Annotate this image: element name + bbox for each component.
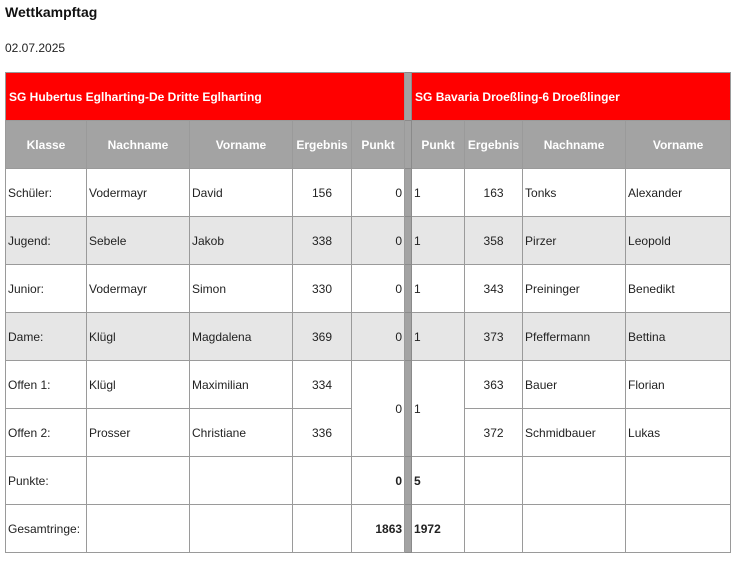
home-punkt-cell: 0: [352, 313, 405, 361]
gesamtringe-away-total: 1972: [412, 505, 465, 553]
away-ergebnis-cell: 372: [465, 409, 523, 457]
gesamtringe-row: [6, 505, 731, 553]
empty-cell: [293, 505, 352, 553]
home-nachname-cell: Prosser: [87, 409, 190, 457]
match-date: 02.07.2025: [5, 41, 66, 55]
punkte-home-total: 0: [352, 457, 405, 505]
home-ergebnis-cell: 369: [293, 313, 352, 361]
klasse-cell: Schüler:: [6, 169, 87, 217]
klasse-cell: Dame:: [6, 313, 87, 361]
away-nachname-cell: Preininger: [523, 265, 626, 313]
home-vorname-cell: Magdalena: [190, 313, 293, 361]
away-ergebnis-cell: 343: [465, 265, 523, 313]
away-nachname-cell: Schmidbauer: [523, 409, 626, 457]
away-ergebnis-cell: 163: [465, 169, 523, 217]
klasse-cell: Jugend:: [6, 217, 87, 265]
home-nachname-cell: Klügl: [87, 313, 190, 361]
away-vorname-cell: Leopold: [626, 217, 731, 265]
column-header-row: [6, 121, 731, 169]
offen-home-punkt-cell: 0: [352, 361, 405, 457]
away-ergebnis-cell: 373: [465, 313, 523, 361]
header-home-nachname: Nachname: [87, 121, 190, 169]
away-punkt-cell: 1: [412, 169, 465, 217]
home-punkt-cell: 0: [352, 217, 405, 265]
offen-away-punkt-cell: 1: [412, 361, 465, 457]
table-row: [6, 217, 731, 265]
column-separator: [405, 265, 412, 313]
header-away-vorname: Vorname: [626, 121, 731, 169]
home-nachname-cell: Sebele: [87, 217, 190, 265]
home-ergebnis-cell: 330: [293, 265, 352, 313]
home-punkt-cell: 0: [352, 265, 405, 313]
header-away-nachname: Nachname: [523, 121, 626, 169]
away-vorname-cell: Florian: [626, 361, 731, 409]
klasse-cell: Offen 2:: [6, 409, 87, 457]
away-vorname-cell: Bettina: [626, 313, 731, 361]
column-separator: [405, 73, 412, 121]
away-nachname-cell: Pfeffermann: [523, 313, 626, 361]
column-separator: [405, 313, 412, 361]
away-ergebnis-cell: 363: [465, 361, 523, 409]
gesamtringe-label: Gesamtringe:: [6, 505, 87, 553]
klasse-cell: Offen 1:: [6, 361, 87, 409]
header-home-ergebnis: Ergebnis: [293, 121, 352, 169]
punkte-label: Punkte:: [6, 457, 87, 505]
away-ergebnis-cell: 358: [465, 217, 523, 265]
klasse-cell: Junior:: [6, 265, 87, 313]
home-ergebnis-cell: 336: [293, 409, 352, 457]
empty-cell: [87, 505, 190, 553]
home-ergebnis-cell: 338: [293, 217, 352, 265]
home-nachname-cell: Klügl: [87, 361, 190, 409]
empty-cell: [523, 505, 626, 553]
empty-cell: [465, 505, 523, 553]
empty-cell: [626, 505, 731, 553]
home-vorname-cell: Simon: [190, 265, 293, 313]
header-home-punkt: Punkt: [352, 121, 405, 169]
header-home-vorname: Vorname: [190, 121, 293, 169]
team-header-row: [6, 73, 731, 121]
page-title: Wettkampftag: [5, 4, 98, 20]
home-punkt-cell: 0: [352, 169, 405, 217]
punkte-row: [6, 457, 731, 505]
home-ergebnis-cell: 156: [293, 169, 352, 217]
empty-cell: [465, 457, 523, 505]
away-team-name: SG Bavaria Droeßling-6 Droeßlinger: [412, 73, 731, 121]
empty-cell: [626, 457, 731, 505]
home-vorname-cell: Jakob: [190, 217, 293, 265]
away-vorname-cell: Lukas: [626, 409, 731, 457]
gesamtringe-home-total: 1863: [352, 505, 405, 553]
results-table: [5, 72, 731, 553]
header-away-punkt: Punkt: [412, 121, 465, 169]
away-nachname-cell: Bauer: [523, 361, 626, 409]
away-vorname-cell: Benedikt: [626, 265, 731, 313]
header-away-ergebnis: Ergebnis: [465, 121, 523, 169]
punkte-away-total: 5: [412, 457, 465, 505]
home-nachname-cell: Vodermayr: [87, 169, 190, 217]
home-nachname-cell: Vodermayr: [87, 265, 190, 313]
home-ergebnis-cell: 334: [293, 361, 352, 409]
table-row: [6, 313, 731, 361]
empty-cell: [190, 505, 293, 553]
home-vorname-cell: Maximilian: [190, 361, 293, 409]
away-nachname-cell: Pirzer: [523, 217, 626, 265]
header-klasse: Klasse: [6, 121, 87, 169]
table-row: [6, 361, 731, 409]
column-separator: [405, 361, 412, 457]
empty-cell: [293, 457, 352, 505]
column-separator: [405, 505, 412, 553]
empty-cell: [523, 457, 626, 505]
away-punkt-cell: 1: [412, 313, 465, 361]
table-row: [6, 265, 731, 313]
home-vorname-cell: David: [190, 169, 293, 217]
column-separator: [405, 169, 412, 217]
column-separator: [405, 217, 412, 265]
column-separator: [405, 121, 412, 169]
empty-cell: [87, 457, 190, 505]
away-punkt-cell: 1: [412, 217, 465, 265]
away-vorname-cell: Alexander: [626, 169, 731, 217]
empty-cell: [190, 457, 293, 505]
home-team-name: SG Hubertus Eglharting-De Dritte Eglharting: [6, 73, 405, 121]
column-separator: [405, 457, 412, 505]
away-punkt-cell: 1: [412, 265, 465, 313]
away-nachname-cell: Tonks: [523, 169, 626, 217]
home-vorname-cell: Christiane: [190, 409, 293, 457]
table-row: [6, 169, 731, 217]
